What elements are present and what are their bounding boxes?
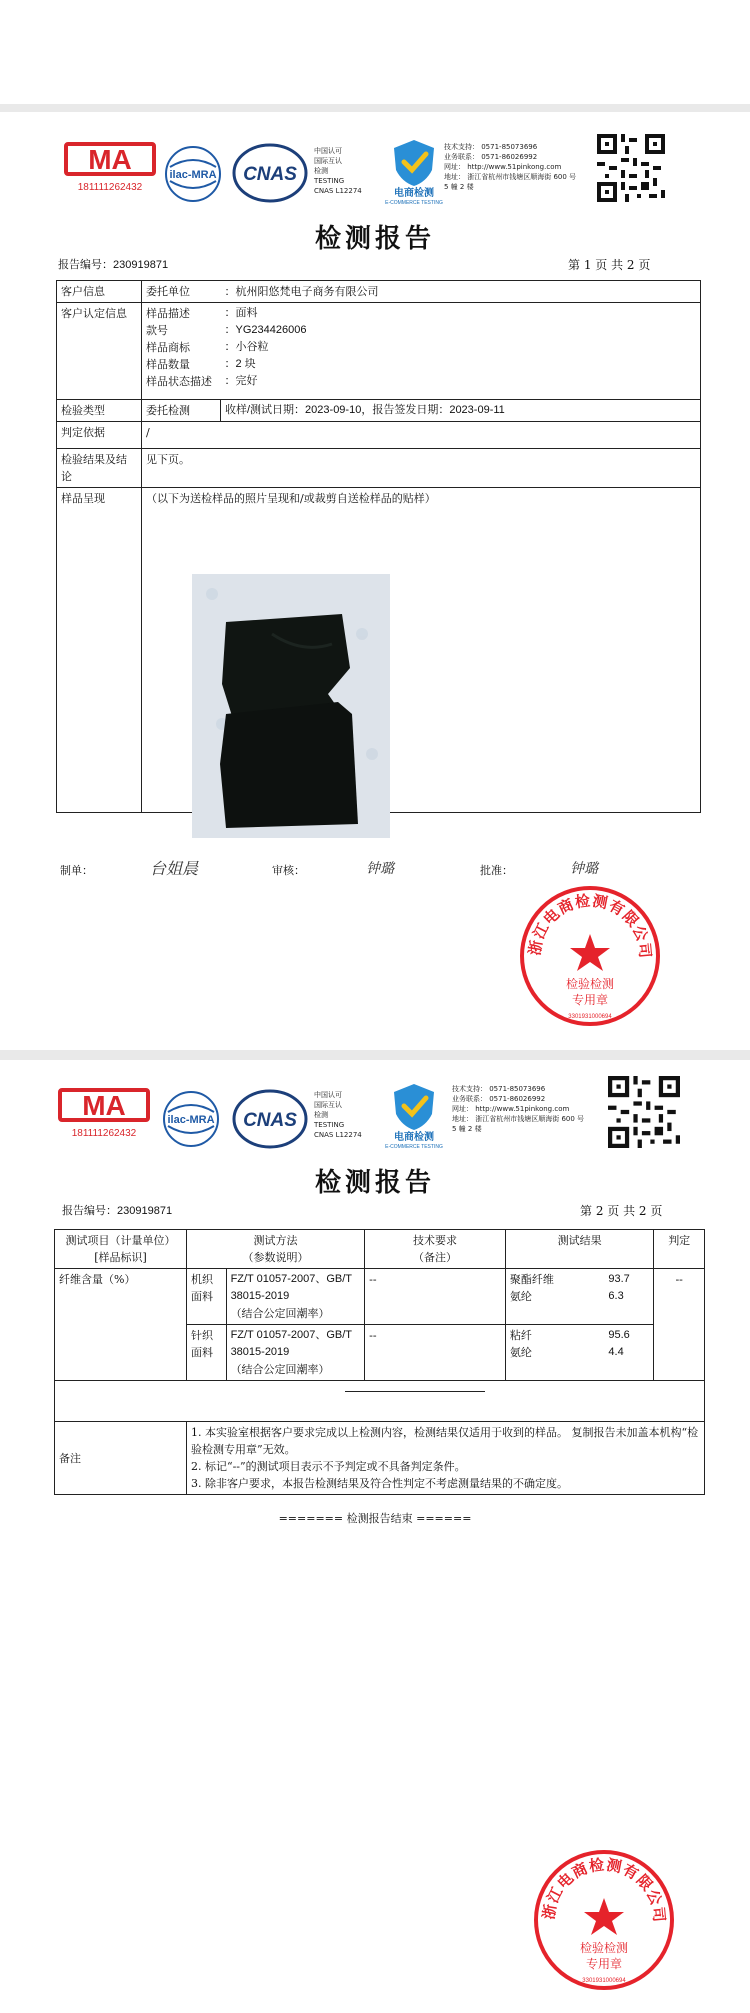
contact-line: 业务联系： 0571-86026992 [444, 153, 538, 161]
seal-company-name: 浙江电商检测有限公司 [525, 891, 655, 960]
contact-info [444, 142, 576, 192]
dates-value: 收样/测试日期：2023-09-10，报告签发日期：2023-09-11 [221, 400, 701, 422]
qty-label: 样品数量 [146, 358, 190, 371]
style-no-value: ：YG234426006 [224, 324, 307, 336]
accr-line: TESTING [314, 1121, 345, 1129]
separator-row [55, 1381, 705, 1422]
made-by-label: 制单： [60, 864, 93, 877]
report-number [58, 256, 168, 272]
seal-line2: 专用章 [585, 1957, 623, 1971]
sample-desc-label: 样品描述 [146, 307, 190, 320]
cnas-logo-icon [232, 1088, 308, 1150]
state-value: ：完好 [224, 375, 258, 387]
header-method-sub: （参数说明） [242, 1251, 309, 1264]
contact-line: 技术支持： 0571-85073696 [452, 1085, 546, 1093]
sample-desc-value: ：面料 [224, 307, 258, 319]
report-number [62, 1202, 172, 1218]
contact-line: 地址： 浙江省杭州市钱塘区顺海街 600 号 [444, 173, 577, 181]
cma-logo-icon [64, 142, 156, 194]
review-signature: 钟璐 [366, 861, 394, 877]
top-gray-band [0, 104, 750, 112]
table-row [55, 1381, 705, 1422]
col-header-judge: 判定 [654, 1230, 705, 1269]
result-value: 见下页。 [142, 449, 701, 488]
fiber-value: 6.3 [608, 1290, 624, 1302]
sample-woven: 机织面料 [186, 1269, 226, 1325]
entrusting-unit-label: 委托单位 [142, 281, 221, 303]
remark-item: 3. 除非客户要求，本报告检测结果及符合性判定不考虑测量结果的不确定度。 [190, 1477, 568, 1490]
header-method-label: 测试方法 [253, 1234, 298, 1247]
table-row [55, 1269, 705, 1325]
report-page-1 [10, 112, 740, 1050]
remark-item: 2. 标记“--”的测试项目表示不予判定或不具备判定条件。 [190, 1460, 466, 1473]
client-confirmed-label: 客户认定信息 [57, 303, 142, 400]
header-req-label: 技术要求 [413, 1234, 458, 1247]
seal-code: 3301931000694 [582, 1978, 626, 1984]
contact-line: 地址： 浙江省杭州市钱塘区顺海街 600 号 [452, 1115, 585, 1123]
report-number-label: 报告编号： [58, 259, 113, 271]
table-row [57, 281, 701, 303]
contact-info [452, 1084, 584, 1134]
table-row [57, 400, 701, 422]
fiber-judge: -- [654, 1269, 705, 1381]
ecom-sub: E-COMMERCE TESTING [385, 200, 443, 206]
method-line: （结合公定回潮率） [230, 1307, 330, 1320]
col-header-method [186, 1230, 364, 1269]
report-title: 检测报告 [314, 1168, 435, 1198]
review-label: 审核： [272, 864, 305, 877]
svg-text:MA: MA [88, 144, 132, 175]
fiber-value: 4.4 [608, 1346, 624, 1358]
cnas-label: CNAS [243, 1110, 297, 1131]
test-type-label: 检验类型 [57, 400, 142, 422]
qr-code-icon [608, 1076, 680, 1148]
brand-label: 样品商标 [146, 341, 190, 354]
seal-line1: 检验检测 [579, 1941, 629, 1955]
report-number-value: 230919871 [117, 1205, 173, 1217]
seal-line1: 检验检测 [565, 977, 615, 991]
cnas-logo-icon [232, 142, 308, 204]
cma-number: 181111262432 [77, 182, 143, 193]
ilac-mra-logo-icon [164, 145, 222, 203]
sample-note: （以下为送检样品的照片呈现和/或裁剪自送检样品的贴样） [146, 492, 436, 505]
fiber-name: 氨纶 [509, 1346, 532, 1359]
client-info-label: 客户信息 [57, 281, 142, 303]
entrusting-unit-value: ：杭州阳悠梵电子商务有限公司 [221, 281, 701, 303]
fiber-name: 聚酯纤维 [509, 1273, 554, 1286]
cnas-label: CNAS [243, 164, 297, 185]
sample-presentation-label: 样品呈现 [57, 488, 142, 813]
fabric-sample-photo [192, 574, 390, 838]
company-seal-stamp [532, 1848, 676, 1992]
method-knit [226, 1325, 365, 1381]
header-item-sub: [样品标识] [94, 1251, 147, 1264]
accr-line: CNAS L12274 [314, 187, 362, 195]
fiber-name: 粘纤 [509, 1329, 532, 1342]
table-header-row [55, 1230, 705, 1269]
requirement-knit: -- [365, 1325, 506, 1381]
company-seal-stamp [518, 884, 662, 1028]
accr-line: 中国认可 [314, 147, 342, 155]
cma-logo-icon [58, 1088, 150, 1140]
ecom-title: 电商检测 [394, 188, 434, 199]
made-by-signature: 台姐晨 [150, 859, 199, 878]
fiber-names-woven [505, 1269, 604, 1325]
sample-field-labels [142, 303, 221, 400]
seal-code: 3301931000694 [568, 1014, 612, 1020]
method-line: 38015-2019 [230, 1346, 290, 1358]
fiber-name: 氨纶 [509, 1290, 532, 1303]
ilac-mra-logo-icon [162, 1090, 220, 1148]
method-line: 38015-2019 [230, 1290, 290, 1302]
result-label: 检验结果及结论 [57, 449, 142, 488]
accr-line: 检测 [314, 1111, 328, 1119]
fiber-values-knit [604, 1325, 653, 1381]
report-number-value: 230919871 [113, 259, 169, 271]
accreditation-text [314, 1090, 362, 1140]
ecommerce-testing-shield-icon [374, 136, 454, 206]
remarks-label: 备注 [55, 1422, 187, 1495]
contact-line: 网址： http://www.51pinkong.com [452, 1105, 570, 1113]
method-woven [226, 1269, 365, 1325]
accr-line: CNAS L12274 [314, 1131, 362, 1139]
ilac-label: ilac-MRA [167, 1114, 215, 1126]
contact-line: 网址： http://www.51pinkong.com [444, 163, 562, 171]
approve-signature: 钟璐 [570, 861, 598, 877]
page-indicator: 第 1 页 共 2 页 [568, 258, 651, 272]
divider-line [345, 1391, 485, 1392]
middle-gray-band [0, 1050, 750, 1060]
test-type-value: 委托检测 [142, 400, 221, 422]
test-results-table [54, 1229, 705, 1495]
accr-line: 国际互认 [314, 1101, 342, 1109]
fiber-names-knit [505, 1325, 604, 1381]
requirement-woven: -- [365, 1269, 506, 1325]
accr-line: 检测 [314, 167, 328, 175]
remark-item: 1. 本实验室根据客户要求完成以上检测内容，检测结果仅适用于收到的样品。 复制报告未加盖本机构“检验检测专用章”无效。 [190, 1426, 699, 1456]
accr-line: 国际互认 [314, 157, 342, 165]
seal-company-name: 浙江电商检测有限公司 [539, 1855, 669, 1924]
qr-code-icon [597, 134, 665, 202]
col-header-requirement [365, 1230, 506, 1269]
report-title: 检测报告 [314, 224, 435, 254]
basis-value: / [142, 422, 701, 449]
ecommerce-testing-shield-icon [374, 1080, 454, 1150]
qty-value: ：2 块 [224, 358, 256, 370]
table-row [57, 422, 701, 449]
remarks-content [186, 1422, 704, 1495]
col-header-item [55, 1230, 187, 1269]
approve-label: 批准： [480, 864, 513, 877]
contact-line: 5 幢 2 楼 [444, 183, 474, 191]
accr-line: TESTING [314, 177, 345, 185]
report-number-label: 报告编号： [62, 1205, 117, 1217]
header-item-label: 测试项目（计量单位） [65, 1234, 176, 1247]
fiber-value: 95.6 [608, 1329, 630, 1341]
method-line: （结合公定回潮率） [230, 1363, 330, 1376]
ilac-label: ilac-MRA [169, 169, 217, 181]
ecom-title: 电商检测 [394, 1132, 434, 1143]
fiber-value: 93.7 [608, 1273, 630, 1285]
basis-label: 判定依据 [57, 422, 142, 449]
table-row [55, 1422, 705, 1495]
report-end-marker: ======= 检测报告结束 ====== [278, 1512, 472, 1525]
header-req-sub: （备注） [413, 1251, 458, 1264]
method-line: FZ/T 01057-2007、GB/T [230, 1329, 353, 1341]
table-row [57, 303, 701, 400]
state-label: 样品状态描述 [146, 375, 212, 388]
fiber-values-woven [604, 1269, 653, 1325]
col-header-result: 测试结果 [505, 1230, 653, 1269]
accr-line: 中国认可 [314, 1091, 342, 1099]
report-page-2 [10, 1060, 740, 2013]
method-line: FZ/T 01057-2007、GB/T [230, 1273, 353, 1285]
svg-text:MA: MA [82, 1090, 126, 1121]
seal-line2: 专用章 [571, 993, 609, 1007]
ecom-sub: E-COMMERCE TESTING [385, 1144, 443, 1150]
contact-line: 技术支持： 0571-85073696 [444, 143, 538, 151]
accreditation-text [314, 146, 362, 196]
sample-field-values [221, 303, 701, 400]
brand-value: ：小谷粒 [224, 341, 269, 353]
cma-number: 181111262432 [71, 1128, 137, 1139]
contact-line: 业务联系： 0571-86026992 [452, 1095, 546, 1103]
sample-knit: 针织面料 [186, 1325, 226, 1381]
contact-line: 5 幢 2 楼 [452, 1125, 482, 1133]
style-no-label: 款号 [146, 324, 168, 337]
fiber-content-item: 纤维含量（%） [55, 1269, 187, 1381]
page-indicator: 第 2 页 共 2 页 [580, 1204, 663, 1218]
table-row [57, 449, 701, 488]
